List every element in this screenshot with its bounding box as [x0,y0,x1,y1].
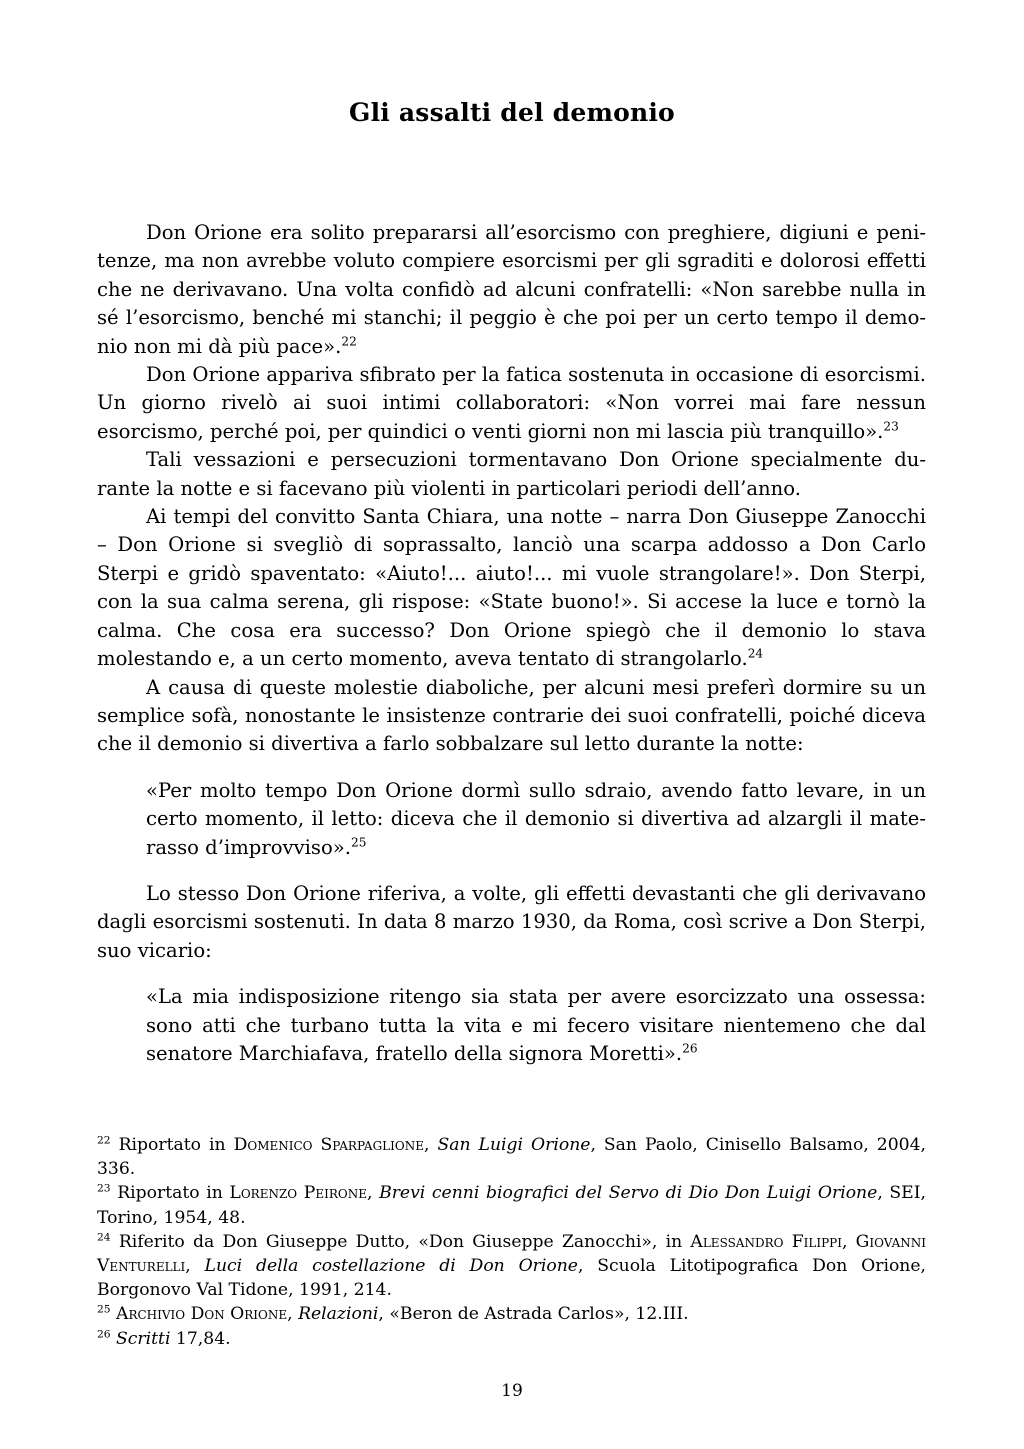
paragraph [97,361,926,446]
footnote-ref: 23 [883,419,899,434]
work-title: Relazioni [298,1304,379,1325]
main-text [97,219,926,1086]
block-quote [146,777,926,862]
footnote-number: 26 [97,1326,111,1340]
work-title: San Luigi Orione [437,1135,591,1155]
footnote: $^{25}$ Archivio Don Orione, Relazioni, «Beron de Astrada Carlos», 12.III. [97,1302,689,1325]
work-title: Brevi cenni biografici del Servo di Dio Don Luigi Orione [379,1183,878,1204]
paragraph-text: Ai tempi del convitto Santa Chiara, una notte – narra Don Giuseppe Zanocchi – Don Orione si svegliò di soprassalto, lanciò una scarpa addosso a Don Carlo Sterpi e gridò spaventato: «Aiuto!... aiuto!... mi vuole strangolare!». Don Sterpi, con la sua calma serena, gli rispose: «State buono!». Si accese la luce e tornò la calma. Che cosa era successo? Don Orione spiegò che il demonio lo stava molestando e, a un certo momento, aveva tentato di strangolarlo. [97,505,926,671]
paragraph-text: Lo stesso Don Orione riferiva, a volte, gli effetti devastanti che gli derivavano dagli esorcismi sostenuti. In data 8 marzo 1930, da Roma, così scrive a Don Sterpi, suo vicario: [97,881,926,962]
footnote-number: 24 [97,1230,111,1244]
footnote-number: 22 [97,1133,111,1147]
work-title: Scritti [116,1328,171,1349]
author-name: Domenico Sparpaglione [233,1135,424,1155]
quote-text: «Per molto tempo Don Orione dormì sullo sdraio, avendo fatto levare, in un certo momento, il letto: diceva che il demonio si divertiva ad alzargli il materasso d’improvviso». [146,778,926,859]
paragraph [97,880,926,965]
block-quote [146,983,926,1068]
paragraph [97,503,926,673]
footnote-ref: 26 [682,1041,698,1056]
paragraph-text: Don Orione era solito prepararsi all’esorcismo con preghiere, digiuni e penitenze, ma non avrebbe voluto compiere esorcismi per gli sgraditi e dolorosi effetti che ne derivavano. Una volta confidò ad alcuni confratelli: «Non sarebbe nulla in sé l’esorcismo, benché mi stanchi; il peggio è che poi per un certo tempo il demonio non mi dà più pace». [97,221,926,358]
author-name: Alessandro Filippi, Giovanni Venturelli [97,1231,927,1277]
paragraph-text: A causa di queste molestie diaboliche, per alcuni mesi preferì dormire su un semplice sofà, nonostante le insistenze contrarie dei suoi confratelli, poiché diceva che il demonio si divertiva a farlo sobbalzare sul letto durante la notte: [97,675,926,756]
footnote-ref: 22 [341,334,357,349]
paragraph-text: Don Orione appariva sfibrato per la fatica sostenuta in occasione di esorcismi. Un giorno rivelò ai suoi intimi collaboratori: «Non vorrei mai fare nessun esorcismo, perché poi, per quindici o venti giorni non mi lascia più tranquillo». [97,363,926,443]
footnote: $^{23}$ Riportato in Lorenzo Peirone, Brevi cenni biografici del Servo di Dio Don Luigi Orione, SEI, Torino, 1954, 48. [97,1181,926,1228]
footnote-number: 23 [97,1181,111,1195]
paragraph [97,219,926,361]
footnote: $^{26}$ Scritti 17,84. [97,1326,231,1349]
work-title: Luci della costellazione di Don Orione [204,1256,578,1277]
page-number: 19 [501,1381,523,1401]
footnote-ref: 24 [747,646,764,661]
footnote: $^{24}$ Riferito da Don Giuseppe Dutto, «Don Giuseppe Zanocchi», in Alessandro Filippi, Giovanni Venturelli, Luci della costellazione di Don Orione, Scuola Litotipografica Don Orione, Borgonovo Val Tidone, 1991, 214. [97,1230,927,1301]
paragraph-text: Tali vessazioni e persecuzioni tormentavano Don Orione specialmente durante la notte e si facevano più violenti in particolari periodi dell’anno. [97,448,926,500]
paragraph [97,446,926,503]
footnote-ref: 25 [350,835,367,849]
footnotes [97,1133,926,1351]
footnote-number: 25 [97,1302,111,1316]
author-name: Archivio Don Orione [116,1304,288,1325]
chapter-title: Gli assalti del demonio [349,98,675,127]
footnote: $^{22}$ Riportato in Domenico Sparpaglione, San Luigi Orione, San Paolo, Cinisello Balsamo, 2004, 336. [97,1133,927,1180]
quote-text: «La mia indisposizione ritengo sia stata per avere esorcizzato una ossessa: sono atti che turbano tutta la vita e mi fecero visitare nientemeno che dal senatore Marchiafava, fratello della signora Moretti». [146,985,926,1065]
author-name: Lorenzo Peirone [229,1183,367,1204]
paragraph [97,674,926,759]
